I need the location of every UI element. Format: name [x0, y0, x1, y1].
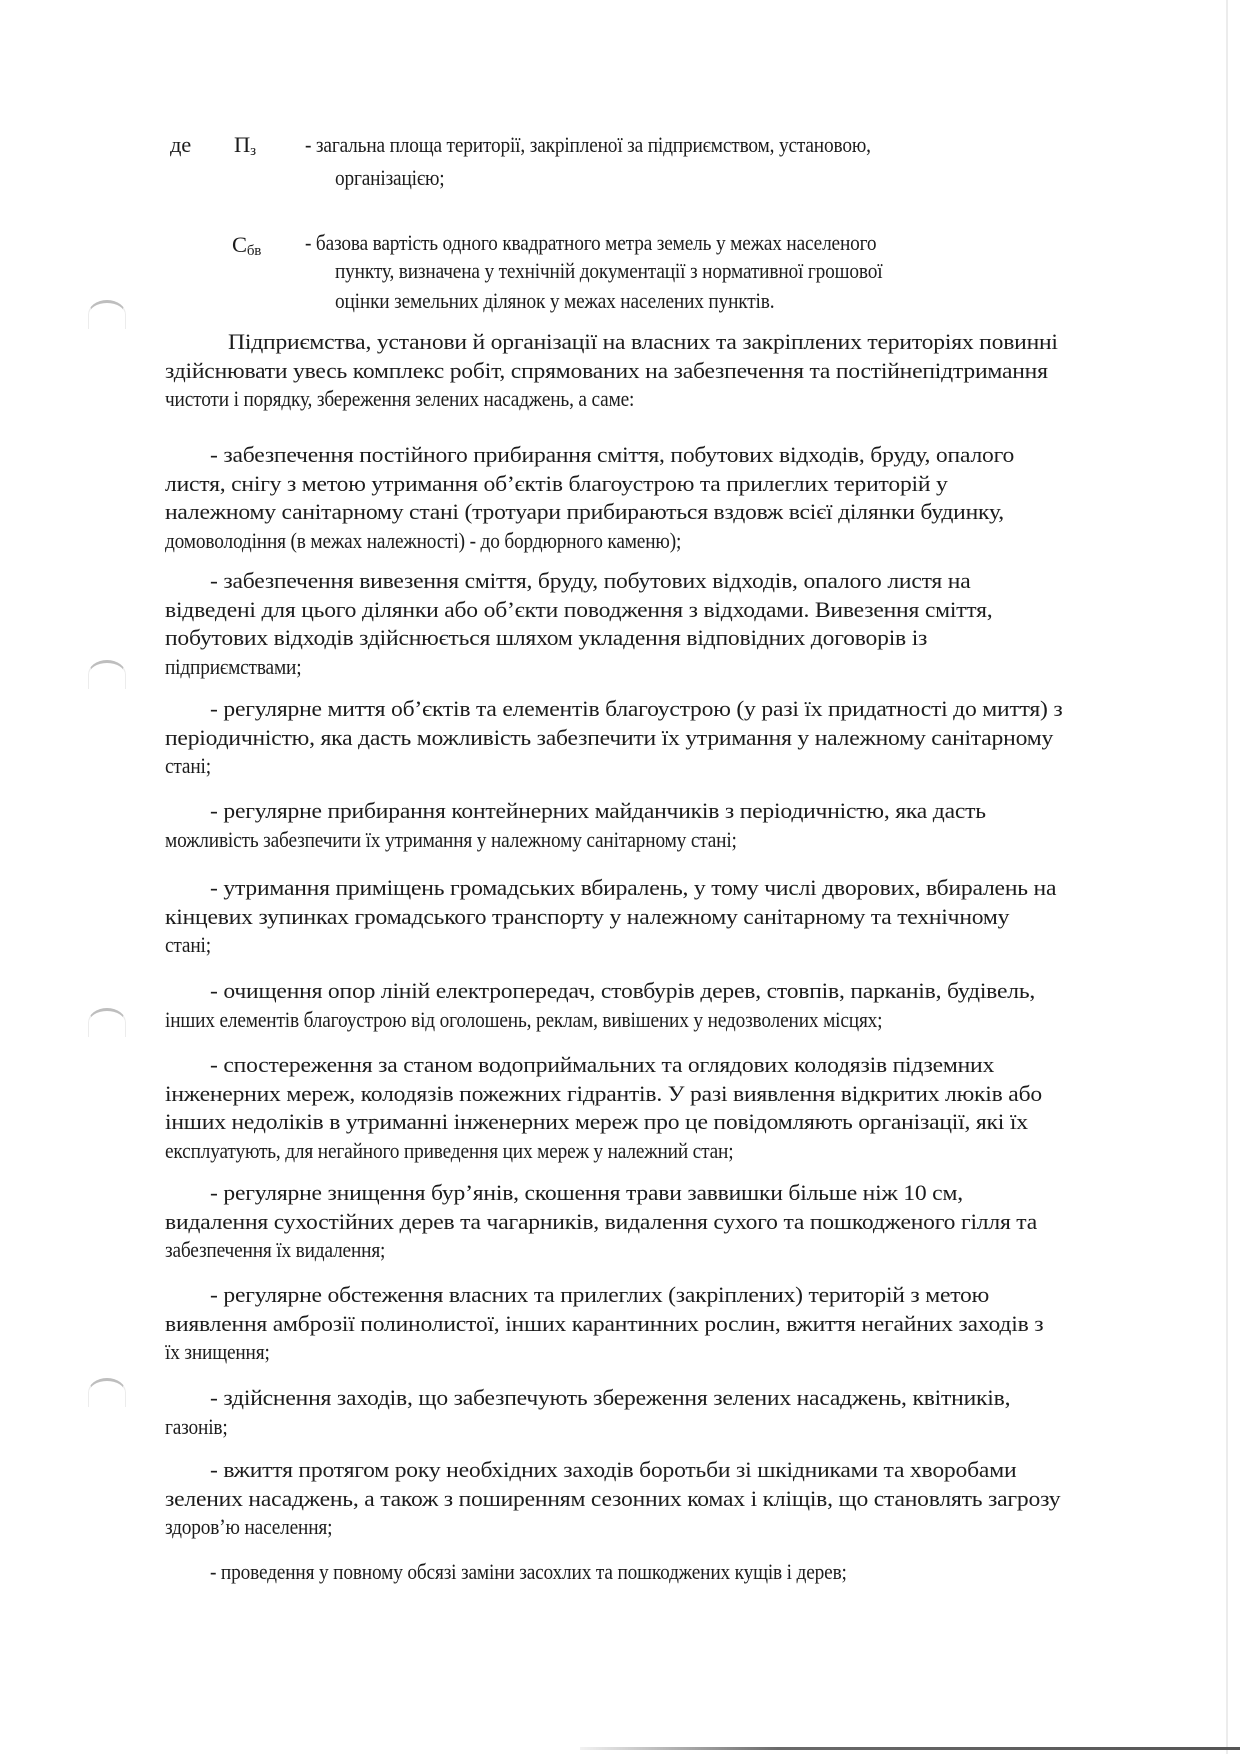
list-item-line: можливість забезпечити їх утримання у належному санітарному стані; [165, 826, 737, 852]
list-item-line: інженерних мереж, колодязів пожежних гідрантів. У разі виявлення відкритих люків або [165, 1080, 1042, 1106]
list-item-line: - забезпечення вивезення сміття, бруду, побутових відходів, опалого листя на [210, 568, 971, 593]
intro-paragraph-line: здійснювати увесь комплекс робіт, спрямованих на забезпечення та постійнепідтримання [165, 357, 1048, 383]
intro-paragraph-line: чистоти і порядку, збереження зелених насаджень, а саме: [165, 386, 635, 411]
definition-text-line: оцінки земельних ділянок у межах населених пунктів. [335, 288, 775, 313]
list-item-line: - здійснення заходів, що забезпечують збереження зелених насаджень, квітників, [210, 1385, 1011, 1410]
list-item-line: видалення сухостійних дерев та чагарників, видалення сухого та пошкодженого гілля та [165, 1208, 1037, 1234]
list-item-line: - регулярне миття об’єктів та елементів благоустрою (у разі їх придатності до миття) з [210, 696, 1063, 721]
definition-text-line: - загальна площа території, закріпленої за підприємством, установою, [305, 132, 871, 157]
list-item-line: кінцевих зупинках громадського транспорту у належному санітарному та технічному [165, 903, 1010, 929]
list-item-line: - забезпечення постійного прибирання сміття, побутових відходів, бруду, опалого [210, 442, 1015, 467]
list-item-line: - регулярне обстеження власних та прилеглих (закріплених) територій з метою [210, 1282, 990, 1307]
list-item-line: - утримання приміщень громадських вбиралень, у тому числі дворових, вбиралень на [210, 875, 1057, 900]
list-item-line: стані; [165, 753, 211, 778]
list-item-line: стані; [165, 932, 211, 957]
list-item-line: належному санітарному стані (тротуари прибираються вздовж всієї ділянки будинку, [165, 499, 1004, 524]
list-item-line: експлуатують, для негайного приведення цих мереж у належний стан; [165, 1137, 734, 1163]
list-item-line: - регулярне знищення бур’янів, скошення трави заввишки більше ніж 10 см, [210, 1180, 963, 1205]
punch-hole-mark [88, 660, 126, 689]
intro-paragraph-line: Підприємства, установи й організації на власних та закріплених територіях повинні [228, 329, 1058, 354]
list-item-line: інших елементів благоустрою від оголошень, реклам, вивішених у недозволених місцях; [165, 1006, 883, 1032]
list-item-line: зелених насаджень, а також з поширенням сезонних комах і кліщів, що становлять загрозу [165, 1485, 1061, 1511]
definition-lead: де [170, 132, 192, 157]
list-item-line: домоволодіння (в межах належності) - до бордюрного каменю); [165, 527, 682, 553]
list-item-line: інших недоліків в утриманні інженерних мереж про це повідомляють організації, які їх [165, 1109, 1028, 1134]
definition-text-line: пункту, визначена у технічній документації з нормативної грошової [335, 258, 883, 283]
scan-page-edge-bottom [580, 1747, 1240, 1750]
list-item-line: - проведення у повному обсязі заміни засохлих та пошкоджених кущів і дерев; [210, 1559, 847, 1584]
list-item-line: побутових відходів здійснюється шляхом укладення відповідних договорів із [165, 625, 928, 650]
list-item-line: - вжиття протягом року необхідних заходів боротьби зі шкідниками та хворобами [210, 1457, 1017, 1482]
punch-hole-mark [88, 1008, 126, 1037]
list-item-line: листя, снігу з метою утримання об’єктів благоустрою та прилеглих територій у [165, 470, 948, 496]
list-item-line: підприємствами; [165, 653, 302, 679]
list-item-line: їх знищення; [165, 1339, 270, 1364]
punch-hole-mark [88, 300, 126, 329]
list-item-line: періодичністю, яка дасть можливість забезпечити їх утримання у належному санітарному [165, 724, 1054, 750]
scan-page-edge-right [1226, 0, 1228, 1754]
list-item-line: здоров’ю населення; [165, 1514, 333, 1539]
list-item-line: виявлення амброзії полинолистої, інших карантинних рослин, вжиття негайних заходів з [165, 1310, 1044, 1336]
list-item-line: - спостереження за станом водоприймальних та оглядових колодязів підземних [210, 1052, 995, 1077]
list-item-line: відведені для цього ділянки або об’єкти поводження з відходами. Вивезення сміття, [165, 596, 993, 622]
definition-symbol: $С_{бв}$ [232, 232, 262, 259]
list-item-line: - очищення опор ліній електропередач, стовбурів дерев, стовпів, парканів, будівель, [210, 978, 1036, 1003]
list-item-line: забезпечення їх видалення; [165, 1237, 386, 1262]
list-item-line: газонів; [165, 1413, 228, 1439]
definition-text-line: - базова вартість одного квадратного метра земель у межах населеного [305, 230, 877, 255]
list-item-line: - регулярне прибирання контейнерних майданчиків з періодичністю, яка дасть [210, 798, 986, 823]
definition-text-line: організацією; [335, 165, 445, 190]
punch-hole-mark [88, 1378, 126, 1407]
definition-symbol: $П_з$ [234, 132, 256, 159]
